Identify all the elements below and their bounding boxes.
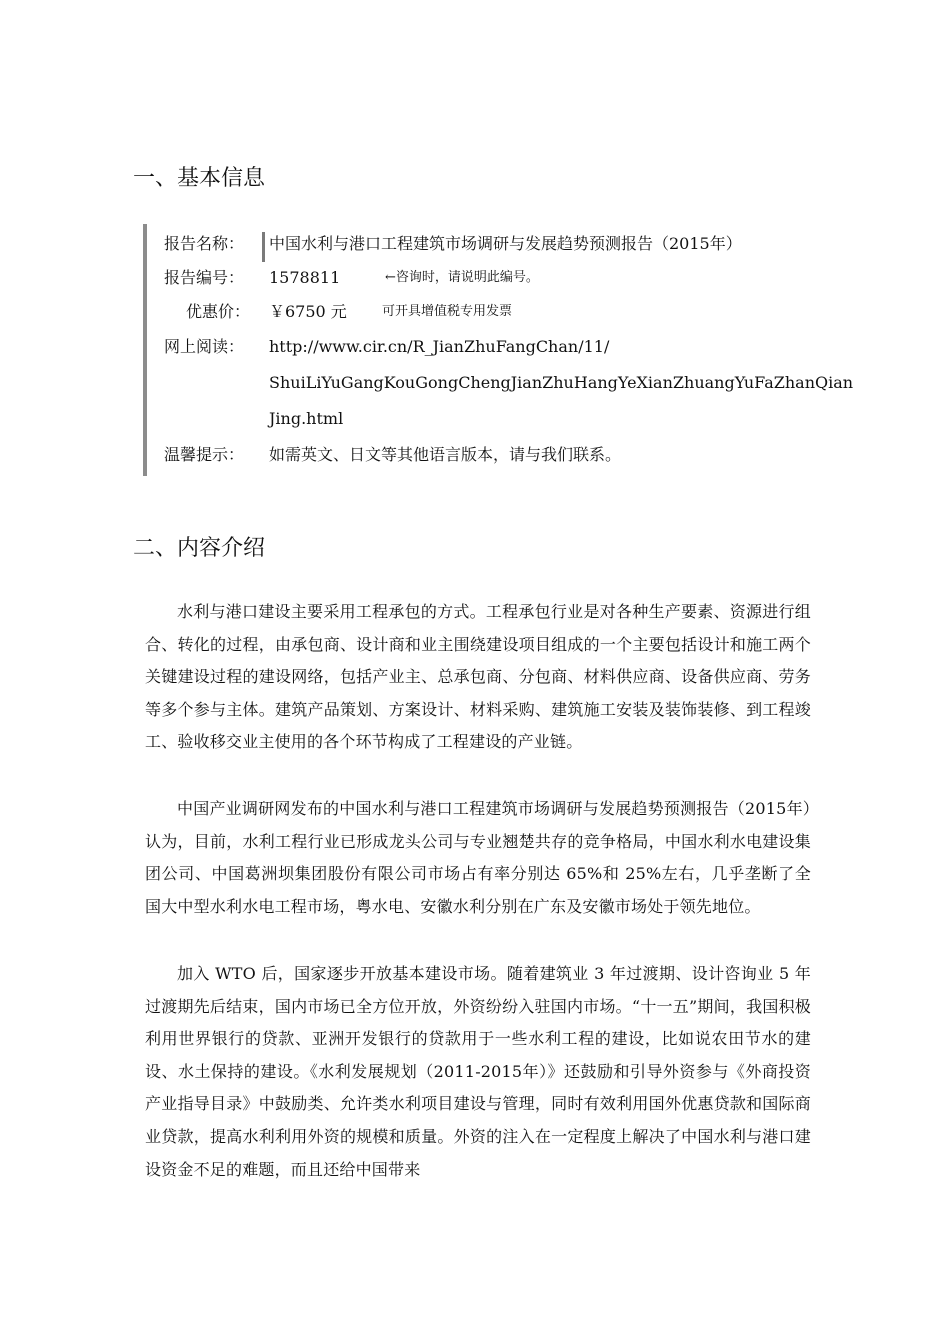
report-name-marker xyxy=(262,232,265,262)
content-paragraph-1: 水利与港口建设主要采用工程承包的方式。工程承包行业是对各种生产要素、资源进行组合、转化的过程，由承包商、设计商和业主围绕建设项目组成的一个主要包括设计和施工两个关键建设过程的建设网络，包括产业主、总承包商、分包商、材料供应商、设备供应商、劳务等多个参与主体。建筑产品策划、方案设计、材料采购、建筑施工安装及装饰装修、到工程竣工、验收移交业主使用的各个环节构成了工程建设的产业链。 xyxy=(145,602,811,752)
price-label: 优惠价： xyxy=(185,302,250,321)
report-code-value: 1578811 xyxy=(269,268,341,287)
invoice-note: 可开具增值税专用发票 xyxy=(382,304,513,319)
online-read-label: 网上阅读： xyxy=(164,337,245,356)
tip-label: 温馨提示： xyxy=(164,445,245,464)
report-code-note: ←咨询时，请说明此编号。 xyxy=(385,270,539,285)
report-name-label: 报告名称： xyxy=(164,234,245,253)
report-code-label: 报告编号： xyxy=(164,268,245,287)
content-paragraph-2: 中国产业调研网发布的中国水利与港口工程建筑市场调研与发展趋势预测报告（2015年）认为，目前，水利工程行业已形成龙头公司与专业翘楚共存的竞争格局，中国水利水电建设集团公司、中国葛洲坝集团股份有限公司市场占有率分别达 65%和 25%左右，几乎垄断了全国大中型水利水电工程市场，粤水电、安徽水利分别在广东及安徽市场处于领先地位。 xyxy=(145,799,811,916)
content-paragraph-3: 加入 WTO 后，国家逐步开放基本建设市场。随着建筑业 3 年过渡期、设计咨询业 5 年过渡期先后结束，国内市场已全方位开放，外资纷纷入驻国内市场。“十一五”期间，我国积极利用世界银行的贷款、亚洲开发银行的贷款用于一些水利工程的建设，比如说农田节水的建设、水土保持的建设。《水利发展规划（2011-2015年）》还鼓励和引导外资参与《外商投资产业指导目录》中鼓励类、允许类水利项目建设与管理，同时有效利用国外优惠贷款和国际商业贷款，提高水利利用外资的规模和质量。外资的注入在一定程度上解决了中国水利与港口建设资金不足的难题，而且还给中国带来 xyxy=(145,964,811,1179)
report-name-value: 中国水利与港口工程建筑市场调研与发展趋势预测报告（2015年） xyxy=(269,234,742,253)
tip-value: 如需英文、日文等其他语言版本，请与我们联系。 xyxy=(269,445,622,464)
section-title-content-intro: 二、内容介绍 xyxy=(133,536,266,561)
report-url-line-2[interactable]: ShuiLiYuGangKouGongChengJianZhuHangYeXianZhuangYuFaZhanQian xyxy=(269,373,854,392)
price-value: ￥6750 元 xyxy=(269,302,347,321)
report-url-line-3[interactable]: Jing.html xyxy=(269,409,344,428)
report-info-box xyxy=(143,224,854,476)
report-url-line-1[interactable]: http://www.cir.cn/R_JianZhuFangChan/11/ xyxy=(269,337,610,356)
section-title-basic-info: 一、基本信息 xyxy=(133,166,266,191)
